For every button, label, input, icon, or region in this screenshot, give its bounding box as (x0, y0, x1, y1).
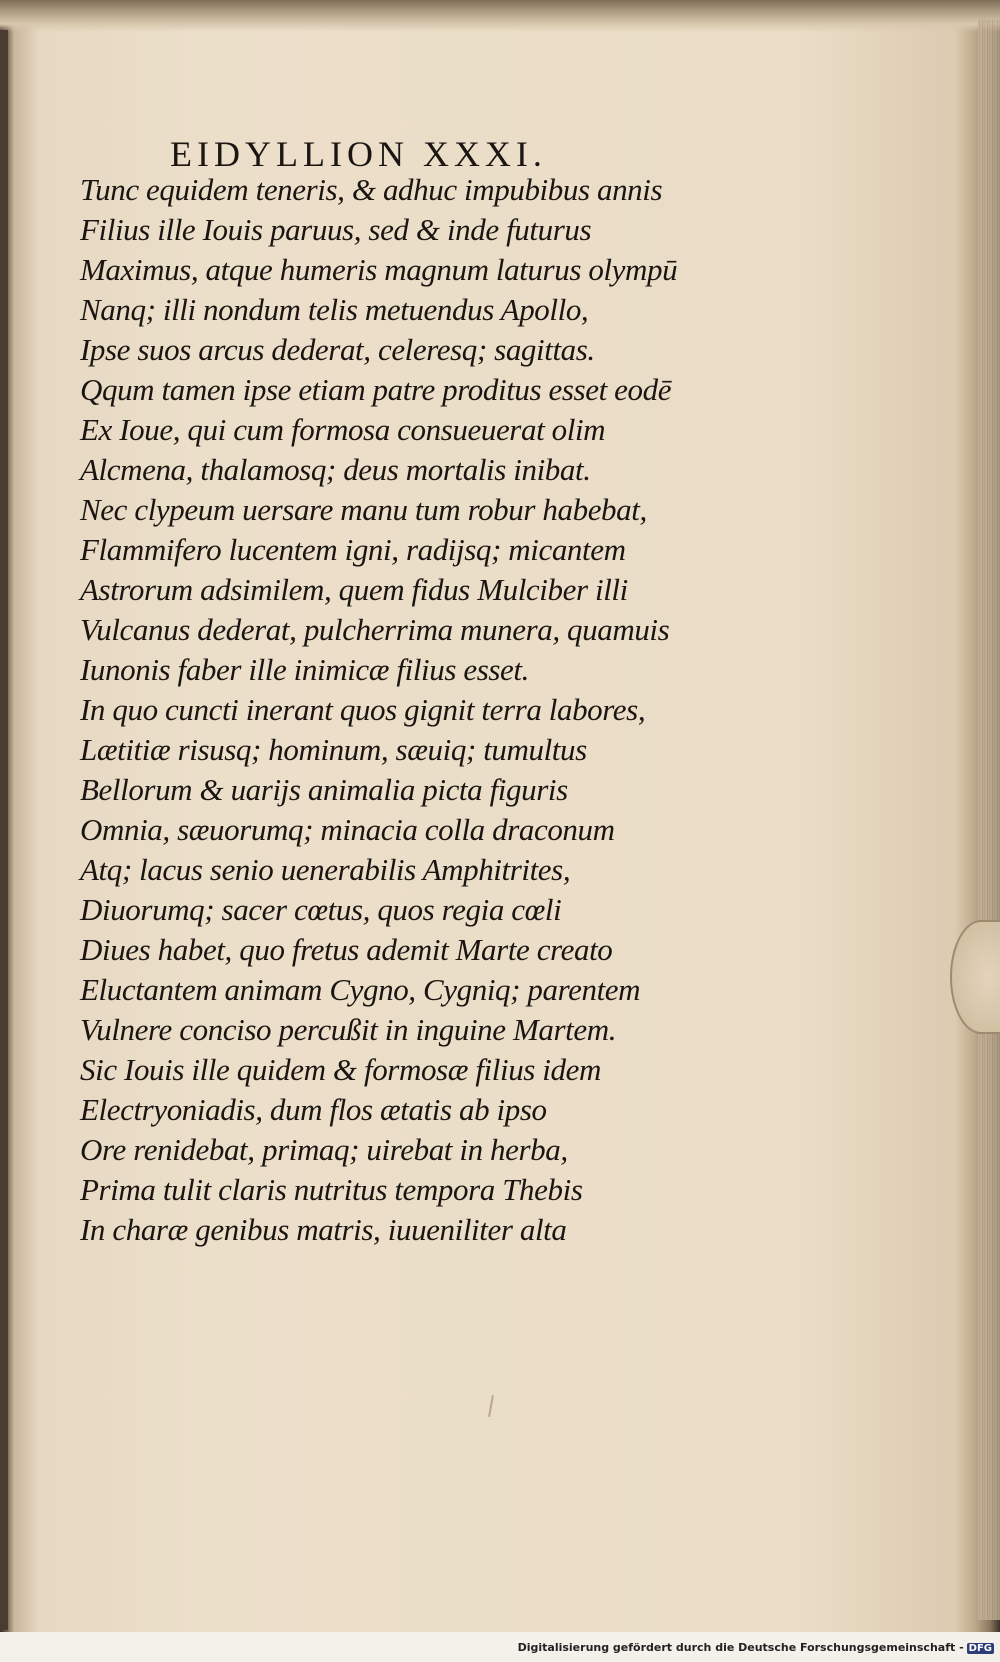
dfg-logo: DFG (968, 1643, 992, 1654)
verse-line: Eluctantem animam Cygno, Cygniq; parentem (80, 972, 641, 1007)
verse-line: Ore renidebat, primaq; uirebat in herba, (80, 1132, 568, 1167)
verse-line: Bellorum & uarijs animalia picta figuris (80, 772, 568, 807)
verse-line: Nec clypeum uersare manu tum robur habebat, (80, 492, 647, 527)
verse-line: Astrorum adsimilem, quem fidus Mulciber illi (80, 572, 628, 607)
verse-text (80, 170, 720, 1250)
verse-line: Diues habet, quo fretus ademit Marte creato (80, 932, 613, 967)
verse-line: Iunonis faber ille inimicæ filius esset. (80, 652, 529, 687)
verse-line: Nanq; illi nondum telis metuendus Apollo, (80, 292, 589, 327)
verse-line: Ex Ioue, qui cum formosa consueuerat olim (80, 412, 606, 447)
verse-line: Prima tulit claris nutritus tempora Thebis (80, 1172, 583, 1207)
verse-line: Qqum tamen ipse etiam patre proditus esset eodē (80, 372, 672, 407)
page-stack-edge (978, 20, 1000, 1620)
verse-line: In charæ genibus matris, iuueniliter alta (80, 1212, 567, 1247)
verse-line: Sic Iouis ille quidem & formosæ filius idem (80, 1052, 601, 1087)
page-header: EIDYLLION XXXI. (170, 134, 547, 174)
verse-line: Alcmena, thalamosq; deus mortalis inibat. (80, 452, 591, 487)
verse-line: Flammifero lucentem igni, radijsq; micantem (80, 532, 626, 567)
page-tab-marker (950, 920, 1000, 1034)
verse-line: Diuorumq; sacer cœtus, quos regia cœli (80, 892, 562, 927)
digitization-credit (518, 1641, 994, 1654)
verse-line: Filius ille Iouis paruus, sed & inde futurus (80, 212, 592, 247)
paper-speck (488, 1395, 494, 1417)
verse-line: Atq; lacus senio uenerabilis Amphitrites, (80, 852, 571, 887)
verse-line: Vulnere conciso percußit in inguine Martem. (80, 1012, 617, 1047)
verse-line: Omnia, sæuorumq; minacia colla draconum (80, 812, 615, 847)
page-top-edge (0, 0, 1000, 32)
verse-line: Maximus, atque humeris magnum laturus olympū (80, 252, 678, 287)
footer-bar (0, 1632, 1000, 1662)
credit-text: Digitalisierung gefördert durch die Deutsche Forschungsgemeinschaft - (517, 1641, 964, 1654)
verse-line: Vulcanus dederat, pulcherrima munera, quamuis (80, 612, 670, 647)
verse-line: Lætitiæ risusq; hominum, sæuiq; tumultus (80, 732, 587, 767)
verse-line: In quo cuncti inerant quos gignit terra labores, (80, 692, 646, 727)
verse-line: Tunc equidem teneris, & adhuc impubibus annis (80, 172, 663, 207)
verse-line: Ipse suos arcus dederat, celeresq; sagittas. (80, 332, 595, 367)
binding-shadow (0, 30, 8, 1630)
verse-line: Electryoniadis, dum flos ætatis ab ipso (80, 1092, 547, 1127)
